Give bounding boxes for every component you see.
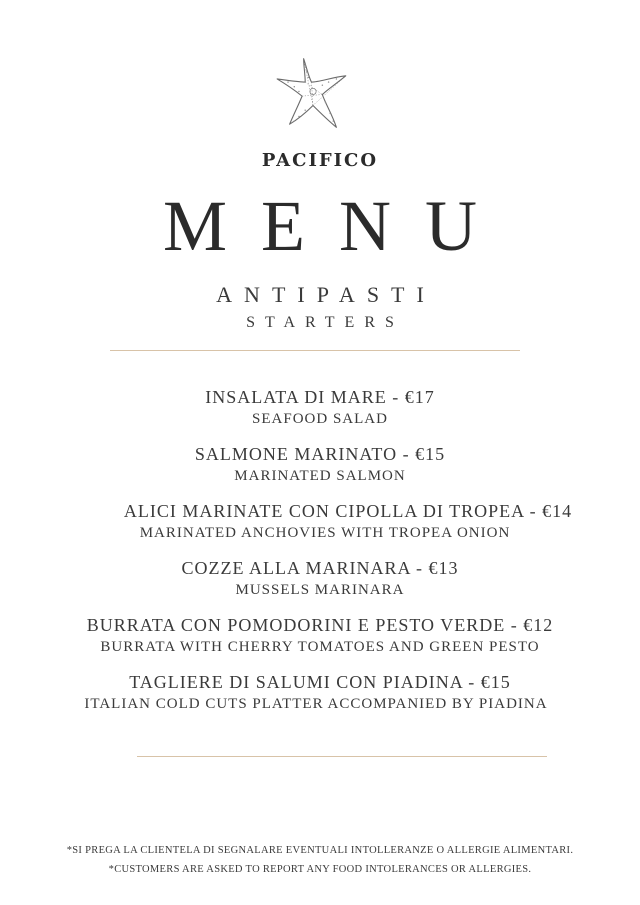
menu-item-name-english: ITALIAN COLD CUTS PLATTER ACCOMPANIED BY PIADINA xyxy=(84,696,548,712)
menu-item-name-english: MUSSELS MARINARA xyxy=(235,582,405,598)
menu-item-name-english: MARINATED SALMON xyxy=(234,468,406,484)
brand-name: PACIFICO xyxy=(261,150,379,171)
menu-item-name-italian: INSALATA DI MARE - €17 xyxy=(205,387,435,407)
divider-top xyxy=(110,350,520,351)
menu-item-name-italian: BURRATA CON POMODORINI E PESTO VERDE - €12 xyxy=(86,615,554,635)
allergy-note-italian: *SI PREGA LA CLIENTELA DI SEGNALARE EVENTUALI INTOLLERANZE O ALLERGIE ALIMENTARI. xyxy=(66,845,574,856)
menu-item-name-italian: COZZE ALLA MARINARA - €13 xyxy=(181,558,459,578)
menu-item xyxy=(0,441,640,498)
menu-item-name-english: BURRATA WITH CHERRY TOMATOES AND GREEN PESTO xyxy=(100,639,540,655)
menu-item-name-italian: ALICI MARINATE CON CIPOLLA DI TROPEA - €14 xyxy=(123,501,573,521)
menu-item xyxy=(0,669,640,726)
section-title-italian: ANTIPASTI xyxy=(216,282,436,307)
section-title-english: STARTERS xyxy=(246,314,404,331)
menu-item xyxy=(0,555,640,612)
menu-item-name-english: MARINATED ANCHOVIES WITH TROPEA ONION xyxy=(139,525,511,541)
page-title: MENU xyxy=(163,186,511,266)
divider-bottom xyxy=(137,756,547,757)
menu-item-name-english: SEAFOOD SALAD xyxy=(252,411,388,427)
menu-items-list xyxy=(0,384,640,726)
menu-item xyxy=(0,384,640,441)
menu-item xyxy=(0,612,640,669)
menu-item-name-italian: TAGLIERE DI SALUMI CON PIADINA - €15 xyxy=(129,672,511,692)
allergy-note-english: *CUSTOMERS ARE ASKED TO REPORT ANY FOOD INTOLERANCES OR ALLERGIES. xyxy=(108,864,532,875)
menu-item-name-italian: SALMONE MARINATO - €15 xyxy=(194,444,446,464)
starfish-icon xyxy=(272,54,354,132)
menu-item xyxy=(0,498,640,555)
